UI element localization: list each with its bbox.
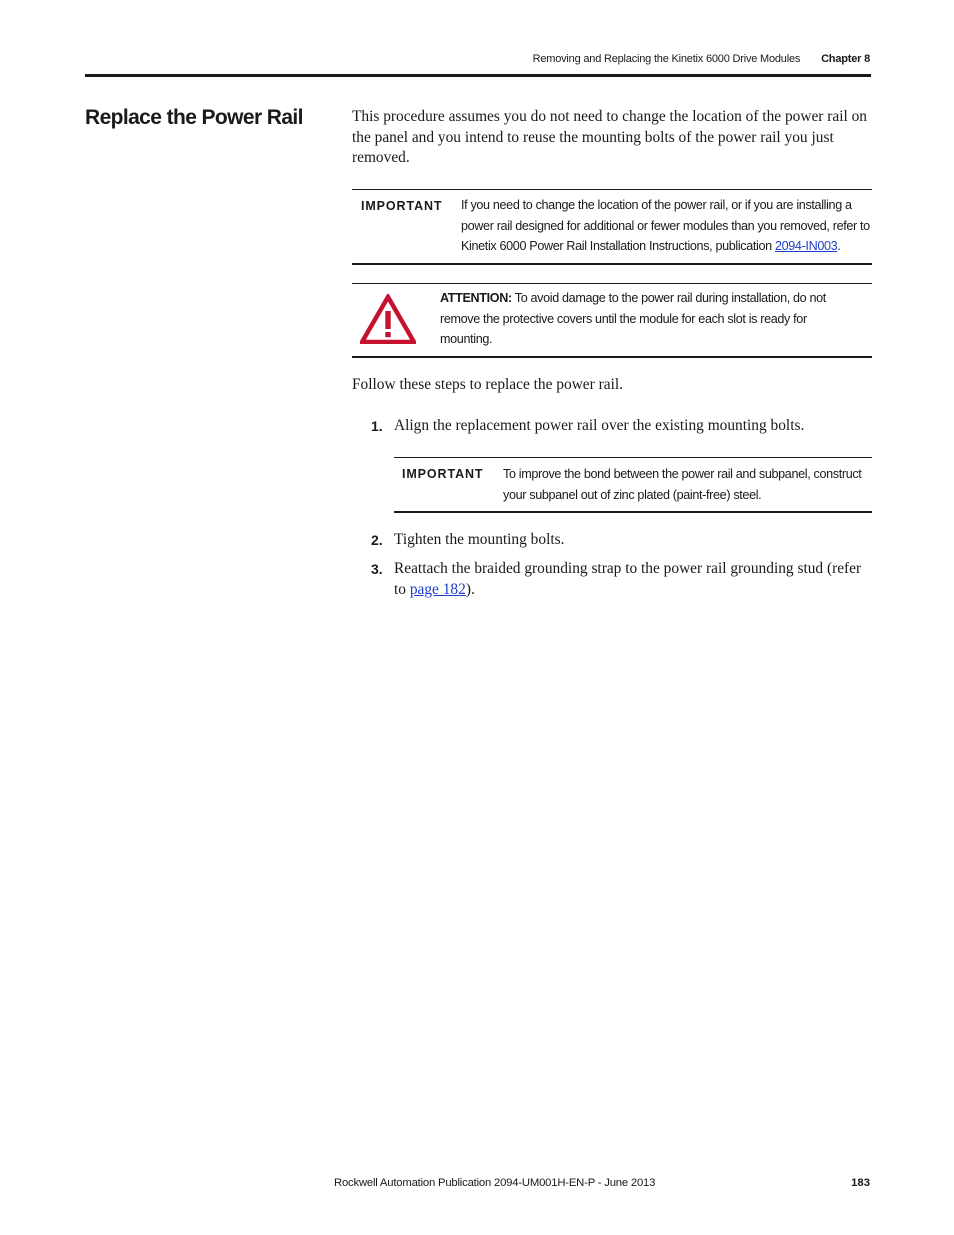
steps-intro: Follow these steps to replace the power rail. [352, 376, 623, 393]
important-text: To improve the bond between the power rail and subpanel, construct your subpanel out of zinc plated (paint-free) steel. [503, 467, 862, 502]
important-text-body: If you need to change the location of the power rail, or if you are installing a power rail designed for additional or fewer modules than you removed, refer to Kinetix 6000 Power Rail Installation Instructions, publication [461, 198, 870, 253]
attention-lead: ATTENTION: [440, 291, 512, 305]
important-text-end: . [837, 239, 841, 253]
step-number: 3. [371, 561, 383, 577]
footer-publication: Rockwell Automation Publication 2094-UM001H-EN-P - June 2013 [334, 1177, 656, 1189]
page-182-link[interactable]: page 182 [409, 580, 466, 598]
important-label: IMPORTANT [402, 467, 484, 481]
step-text [394, 559, 864, 600]
section-title: Replace the Power Rail [85, 106, 303, 129]
step-text: Tighten the mounting bolts. [394, 531, 565, 548]
warning-triangle-icon [360, 294, 416, 344]
running-title: Removing and Replacing the Kinetix 6000 Drive Modules [532, 53, 801, 65]
important-label: IMPORTANT [361, 199, 443, 213]
attention-body: To avoid damage to the power rail during installation, do not remove the protective covers until the module for each slot is ready for mounting. [440, 291, 826, 346]
step-text: Align the replacement power rail over the existing mounting bolts. [394, 417, 805, 434]
important-note-power-rail-location [352, 189, 872, 265]
running-header [533, 53, 870, 65]
chapter-label: Chapter 8 [821, 53, 870, 65]
header-rule [85, 74, 871, 77]
attention-warning-box [352, 283, 872, 358]
important-note-subpanel [394, 457, 872, 513]
publication-link-2094-in003[interactable]: 2094-IN003 [774, 239, 838, 253]
page-number: 183 [851, 1177, 870, 1189]
step-text-end: ). [465, 580, 475, 598]
step-text-body: Reattach the braided grounding strap to the power rail grounding stud (refer to [394, 560, 862, 598]
attention-text [440, 288, 860, 350]
important-text [461, 195, 873, 257]
step-number: 2. [371, 532, 383, 548]
step-number: 1. [371, 418, 383, 434]
intro-paragraph: This procedure assumes you do not need to change the location of the power rail on the panel and you intend to reuse the mounting bolts of the power rail you just removed. [352, 108, 868, 166]
